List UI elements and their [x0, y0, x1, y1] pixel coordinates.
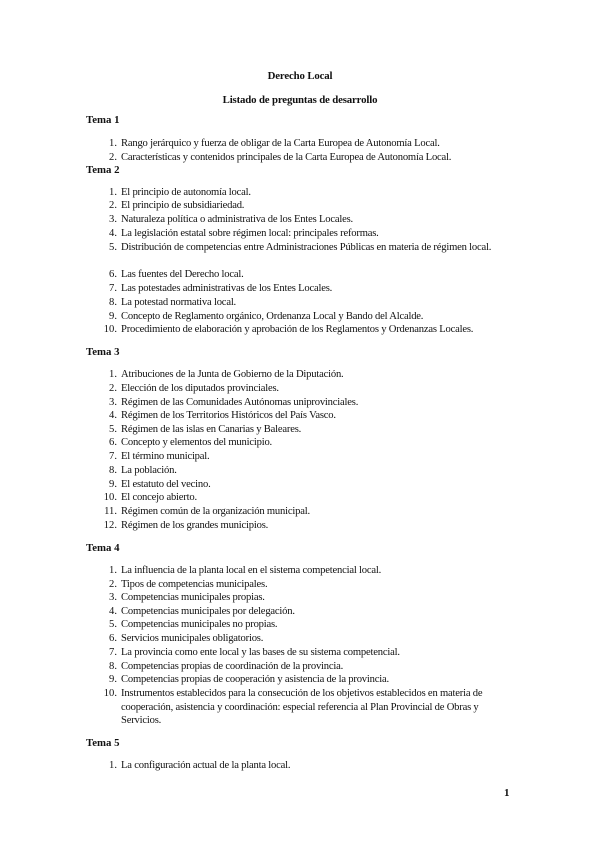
question-text: Tipos de competencias municipales.: [121, 579, 268, 590]
list-title: Listado de preguntas de desarrollo: [222, 94, 378, 106]
question-text: Competencias municipales por delegación.: [121, 606, 295, 617]
question-text: La potestad normativa local.: [121, 297, 237, 308]
question-text: El principio de autonomía local.: [121, 187, 251, 198]
question-text: Rango jerárquico y fuerza de obligar de la Carta Europea de Autonomía Local.: [121, 138, 440, 149]
question-number: 7.: [109, 451, 117, 462]
question-number: 1.: [109, 760, 117, 771]
tema-heading: Tema 1: [86, 114, 120, 126]
question-text: El estatuto del vecino.: [121, 479, 211, 490]
question-text: El término municipal.: [121, 451, 210, 462]
question-number: 1.: [109, 187, 117, 198]
question-number: 7.: [109, 647, 117, 658]
question-text: Naturaleza política o administrativa de los Entes Locales.: [121, 214, 353, 225]
question-text: La provincia como ente local y las bases de su sistema competencial.: [121, 647, 400, 658]
question-number: 10.: [103, 688, 117, 699]
question-number: 2.: [109, 200, 117, 211]
question-text: Concepto de Reglamento orgánico, Ordenanza Local y Bando del Alcalde.: [121, 311, 424, 322]
question-text: El concejo abierto.: [121, 492, 197, 503]
question-number: 11.: [104, 506, 117, 517]
page-number: 1: [504, 787, 510, 799]
question-number: 5.: [109, 242, 117, 253]
question-text: La población.: [121, 465, 177, 476]
question-text: La configuración actual de la planta local.: [121, 760, 291, 771]
question-text: Régimen de los Territorios Históricos del País Vasco.: [121, 410, 336, 421]
question-number: 4.: [109, 606, 117, 617]
question-number: 10.: [103, 492, 117, 503]
question-number: 7.: [109, 283, 117, 294]
question-text: La influencia de la planta local en el sistema competencial local.: [121, 565, 382, 576]
course-title: Derecho Local: [267, 70, 333, 82]
question-number: 5.: [109, 619, 117, 630]
question-text: Elección de los diputados provinciales.: [121, 383, 279, 394]
tema-heading: Tema 4: [86, 542, 120, 554]
question-text: Procedimiento de elaboración y aprobación de los Reglamentos y Ordenanzas Locales.: [121, 324, 474, 335]
question-text: El principio de subsidiariedad.: [121, 200, 245, 211]
question-text: Competencias propias de coordinación de la provincia.: [121, 661, 344, 672]
question-text: Instrumentos establecidos para la consecución de los objetivos establecidos en materia de cooperación, asistencia y coordinación: especial referencia al Plan Provincial de Obras y Servicios.: [121, 688, 483, 727]
question-number: 2.: [109, 152, 117, 163]
question-number: 8.: [109, 465, 117, 476]
tema-heading: Tema 3: [86, 346, 120, 358]
question-number: 9.: [109, 674, 117, 685]
question-number: 1.: [109, 138, 117, 149]
question-text: Régimen de las Comunidades Autónomas uniprovinciales.: [121, 397, 359, 408]
question-text: Servicios municipales obligatorios.: [121, 633, 264, 644]
question-text: Distribución de competencias entre Administraciones Públicas en materia de régimen local.: [121, 242, 492, 253]
tema-heading: Tema 2: [86, 164, 120, 176]
question-text: Características y contenidos principales de la Carta Europea de Autonomía Local.: [121, 152, 452, 163]
question-text: Competencias municipales propias.: [121, 592, 265, 603]
question-number: 10.: [103, 324, 117, 335]
question-number: 4.: [109, 410, 117, 421]
question-number: 6.: [109, 633, 117, 644]
question-number: 3.: [109, 214, 117, 225]
question-text: Las potestades administrativas de los Entes Locales.: [121, 283, 333, 294]
question-number: 5.: [109, 424, 117, 435]
question-number: 6.: [109, 269, 117, 280]
question-number: 3.: [109, 592, 117, 603]
question-text: Régimen de las islas en Canarias y Baleares.: [121, 424, 302, 435]
question-text: Competencias propias de cooperación y asistencia de la provincia.: [121, 674, 389, 685]
question-text: Competencias municipales no propias.: [121, 619, 278, 630]
question-number: 9.: [109, 479, 117, 490]
question-number: 3.: [109, 397, 117, 408]
question-number: 9.: [109, 311, 117, 322]
question-number: 12.: [103, 520, 117, 531]
question-number: 2.: [109, 383, 117, 394]
question-text: Régimen común de la organización municipal.: [121, 506, 310, 517]
question-text: La legislación estatal sobre régimen local: principales reformas.: [121, 228, 379, 239]
question-number: 8.: [109, 297, 117, 308]
question-number: 6.: [109, 437, 117, 448]
question-text: Concepto y elementos del municipio.: [121, 437, 272, 448]
question-number: 2.: [109, 579, 117, 590]
question-number: 8.: [109, 661, 117, 672]
question-number: 1.: [109, 369, 117, 380]
question-number: 4.: [109, 228, 117, 239]
question-text: Atribuciones de la Junta de Gobierno de la Diputación.: [121, 369, 344, 380]
question-text: Régimen de los grandes municipios.: [121, 520, 269, 531]
question-text: Las fuentes del Derecho local.: [121, 269, 244, 280]
question-number: 1.: [109, 565, 117, 576]
tema-heading: Tema 5: [86, 737, 120, 749]
